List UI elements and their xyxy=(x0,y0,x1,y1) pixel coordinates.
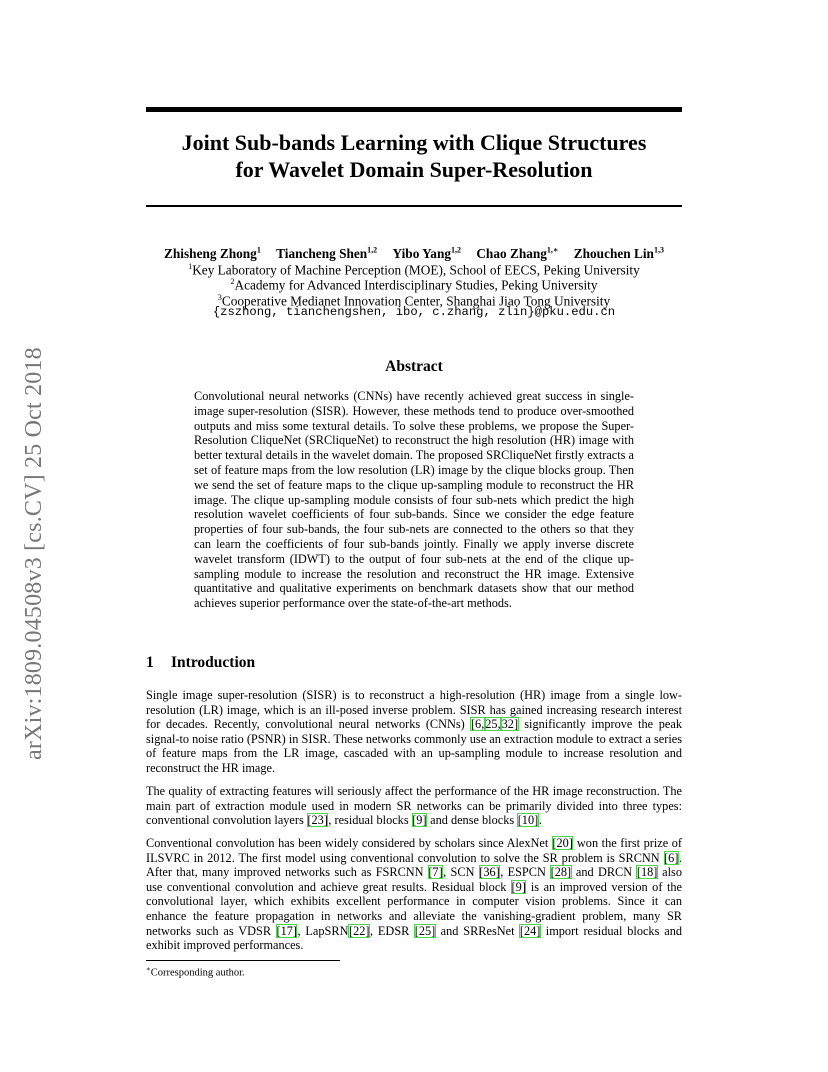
citation-link[interactable]: 32] xyxy=(501,717,519,732)
author: Zhouchen Lin$^{1,3}$ xyxy=(573,246,664,262)
affiliation: $^3$Cooperative Medianet Innovation Center, Shanghai Jiao Tong University xyxy=(217,293,611,309)
section-number: 1 xyxy=(146,654,154,671)
author: Tiancheng Shen$^{1,2}$ xyxy=(276,246,378,262)
title-bottom-rule xyxy=(146,205,682,207)
citation-link[interactable]: [23] xyxy=(307,813,328,828)
intro-paragraph-2: The quality of extracting features will seriously affect the performance of the HR image reconstruction. The main part of extraction module used in modern SR networks can be primarily divided into three types: conventional convolution layers [23], residual blocks [9] and dense blocks [10]. xyxy=(146,784,682,828)
citation-link[interactable]: [7] xyxy=(428,865,443,880)
citation-link[interactable]: [25] xyxy=(414,923,436,938)
citation-link[interactable]: [20] xyxy=(552,836,573,850)
citation-link[interactable]: [10] xyxy=(517,813,539,828)
citation-link[interactable]: [28] xyxy=(550,865,572,880)
citation-link[interactable]: [17] xyxy=(276,923,297,938)
citation-link[interactable]: [6] xyxy=(664,850,679,865)
arxiv-stamp: arXiv:1809.04508v3 [cs.CV] 25 Oct 2018 xyxy=(21,347,47,760)
citation-link[interactable]: [36] xyxy=(479,865,500,880)
section-heading xyxy=(146,654,682,672)
paper-title xyxy=(146,129,682,183)
footnote-rule xyxy=(146,960,340,961)
section-title: Introduction xyxy=(171,654,256,671)
intro-paragraph-1: Single image super-resolution (SISR) is to reconstruct a high-resolution (HR) image from a single low-resolution (LR) image, which is an ill-posed inverse problem. SISR has gained increasing research interest for decades. Recently, convolutional neural networks (CNNs) [6,25,32] significantly improve the peak signal-to noise ratio (PSNR) in SISR. These networks commonly use an extraction module to extract a series of feature maps from the LR image, cascaded with an up-sampling module to increase resolution and reconstruct the HR image. xyxy=(146,688,682,775)
citation-link[interactable]: [18] xyxy=(636,865,658,880)
abstract-heading: Abstract xyxy=(385,358,443,375)
footnote: ∗Corresponding author. xyxy=(146,965,245,979)
affiliation: $^1$Key Laboratory of Machine Perception (MOE), School of EECS, Peking University xyxy=(188,262,640,278)
citation-link[interactable]: [9] xyxy=(511,879,526,894)
citation-link[interactable]: [22] xyxy=(348,923,370,938)
title-line-2: for Wavelet Domain Super-Resolution xyxy=(235,157,593,182)
citation-link[interactable]: 25, xyxy=(485,717,501,732)
author-emails: {zszhong, tianchengshen, ibo, c.zhang, zlin}@pku.edu.cn xyxy=(212,305,616,319)
intro-paragraph-3: Conventional convolution has been widely considered by scholars since AlexNet [20] won the first prize of ILSVRC in 2012. The first model using conventional convolution to solve the SR problem is SRCNN [6]. After that, many improved networks such as FSRCNN [7], SCN [36], ESPCN [28] and DRCN [18] also use conventional convolution and achieve great results. Residual block [9] is an improved version of the convolutional layer, which exhibits excellent performance in computer vision problems. Since it can enhance the feature propagation in networks and alleviate the vanishing-gradient problem, many SR networks such as VDSR [17], LapSRN[22], EDSR [25] and SRResNet [24] import residual blocks and exhibit improved performances. xyxy=(146,836,683,953)
title-top-rule xyxy=(146,107,682,112)
affiliation: $^2$Academy for Advanced Interdisciplinary Studies, Peking University xyxy=(230,277,598,293)
author: Yibo Yang$^{1,2}$ xyxy=(392,246,461,262)
citation-link[interactable]: [9] xyxy=(412,813,427,828)
author: Chao Zhang$^{1,∗}$ xyxy=(476,246,559,262)
citation-link[interactable]: [6, xyxy=(470,717,485,732)
abstract-text: Convolutional neural networks (CNNs) have recently achieved great success in single-image super-resolution (SISR). However, these methods tend to produce over-smoothed outputs and miss some textural details. To solve these problems, we propose the Super-Resolution CliqueNet (SRCliqueNet) to reconstruct the high resolution (HR) image with better textural details in the wavelet domain. The proposed SRCliqueNet firstly extracts a set of feature maps from the low resolution (LR) image by the clique blocks group. Then we send the set of feature maps to the clique up-sampling module to reconstruct the HR image. The clique up-sampling module consists of four sub-nets which predict the high resolution wavelet coefficients of four sub-bands. Since we consider the edge feature properties of four sub-bands, the four sub-nets are connected to the others so that they can learn the coefficients of four sub-bands jointly. Finally we apply inverse discrete wavelet transform (IDWT) to the output of four sub-nets at the end of the clique up-sampling module to increase the resolution and reconstruct the HR image. Extensive quantitative and qualitative experiments on benchmark datasets show that our method achieves superior performance over the state-of-the-art methods. xyxy=(194,389,634,611)
title-line-1: Joint Sub-bands Learning with Clique Structures xyxy=(181,130,647,155)
citation-link[interactable]: [24] xyxy=(519,923,541,938)
author: Zhisheng Zhong$^1$ xyxy=(164,246,261,262)
